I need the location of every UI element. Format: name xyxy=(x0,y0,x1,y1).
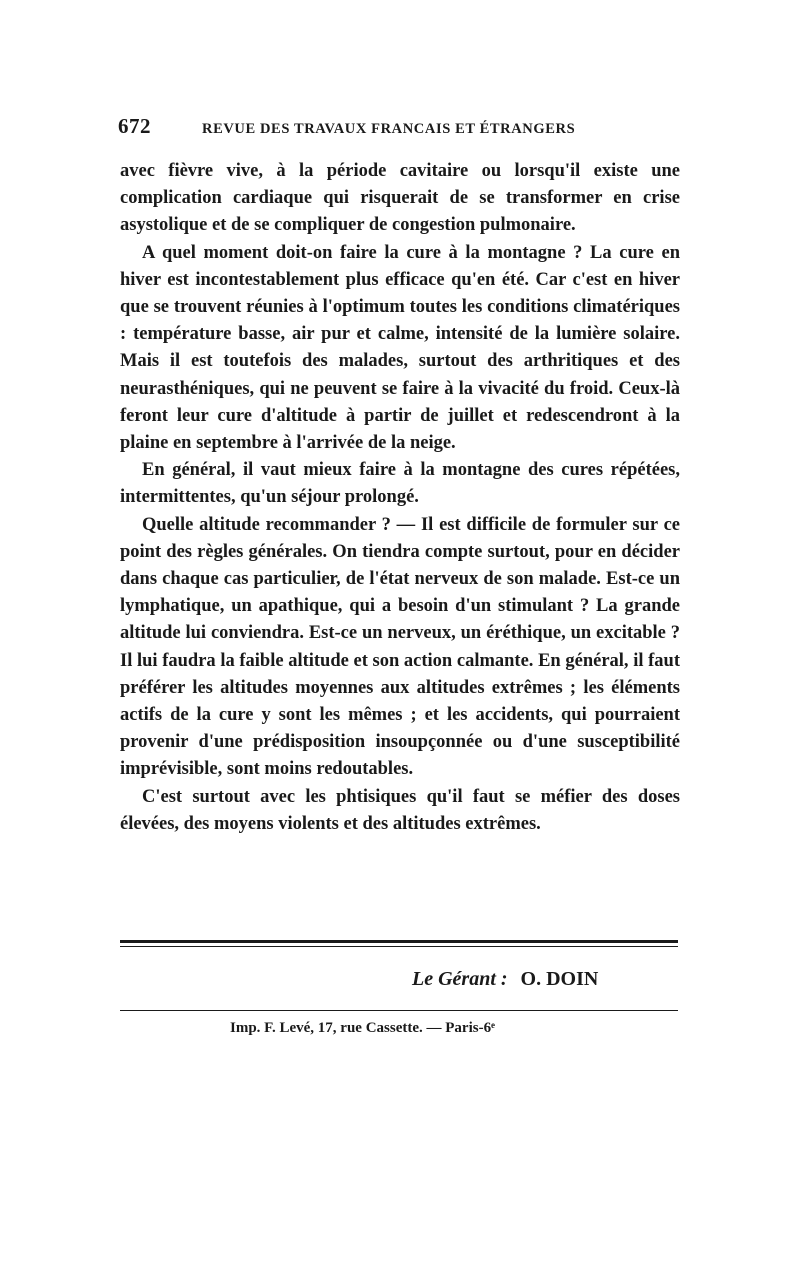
footer-rule-thin xyxy=(120,946,678,947)
paragraph-phthisis-warning: C'est surtout avec les phtisiques qu'il faut se méfier des doses élevées, des moyens violents et des altitudes extrêmes. xyxy=(120,786,680,834)
paragraph-continued: avec fièvre vive, à la période cavitaire ou lorsqu'il existe une complication cardiaque qui risquerait de se transformer en crise asystolique et de se compliquer de congestion pulmonaire. xyxy=(120,161,680,236)
gerant-name: O. DOIN xyxy=(520,968,599,990)
imprint-line: Imp. F. Levé, 17, rue Cassette. — Paris-6ᵉ xyxy=(230,1020,495,1036)
page-header xyxy=(118,114,678,142)
paragraph-repeated-cures: En général, il vaut mieux faire à la montagne des cures répétées, intermittentes, qu'un séjour prolongé. xyxy=(120,460,680,508)
footer-rule-thick xyxy=(120,940,678,943)
paragraph-altitude-choice: Quelle altitude recommander ? — Il est difficile de formuler sur ce point des règles générales. On tiendra compte surtout, pour en décider dans chaque cas particulier, de l'état nerveux de son malade. Est-ce un lymphatique, un apathique, qui a besoin d'un stimulant ? La grande altitude lui conviendra. Est-ce un nerveux, un éréthique, un excitable ? Il lui faudra la faible altitude et son action calmante. En général, il faut préférer les altitudes moyennes aux altitudes extrêmes ; les éléments actifs de la cure y sont les mêmes ; et les accidents, qui pourraient provenir d'une prédisposition insoupçonnée ou d'une susceptibilité imprévisible, sont moins redoutables. xyxy=(120,514,680,780)
imprint-rule xyxy=(120,1010,678,1011)
body-text xyxy=(120,158,680,838)
gerant-line xyxy=(412,968,682,998)
running-title: REVUE DES TRAVAUX FRANCAIS ET ÉTRANGERS xyxy=(202,121,576,137)
gerant-label: Le Gérant : xyxy=(412,968,508,990)
paragraph-cure-timing: A quel moment doit-on faire la cure à la montagne ? La cure en hiver est incontestablement plus efficace qu'en été. Car c'est en hiver que se trouvent réunies à l'optimum toutes les conditions climatériques : température basse, air pur et calme, intensité de la lumière solaire. Mais il est toutefois des malades, surtout des arthritiques et des neurasthéniques, qui ne peuvent se faire à la vivacité du froid. Ceux-là feront leur cure d'altitude à partir de juillet et redescendront à la plaine en septembre à l'arrivée de la neige. xyxy=(120,242,680,454)
page-number: 672 xyxy=(118,114,151,138)
